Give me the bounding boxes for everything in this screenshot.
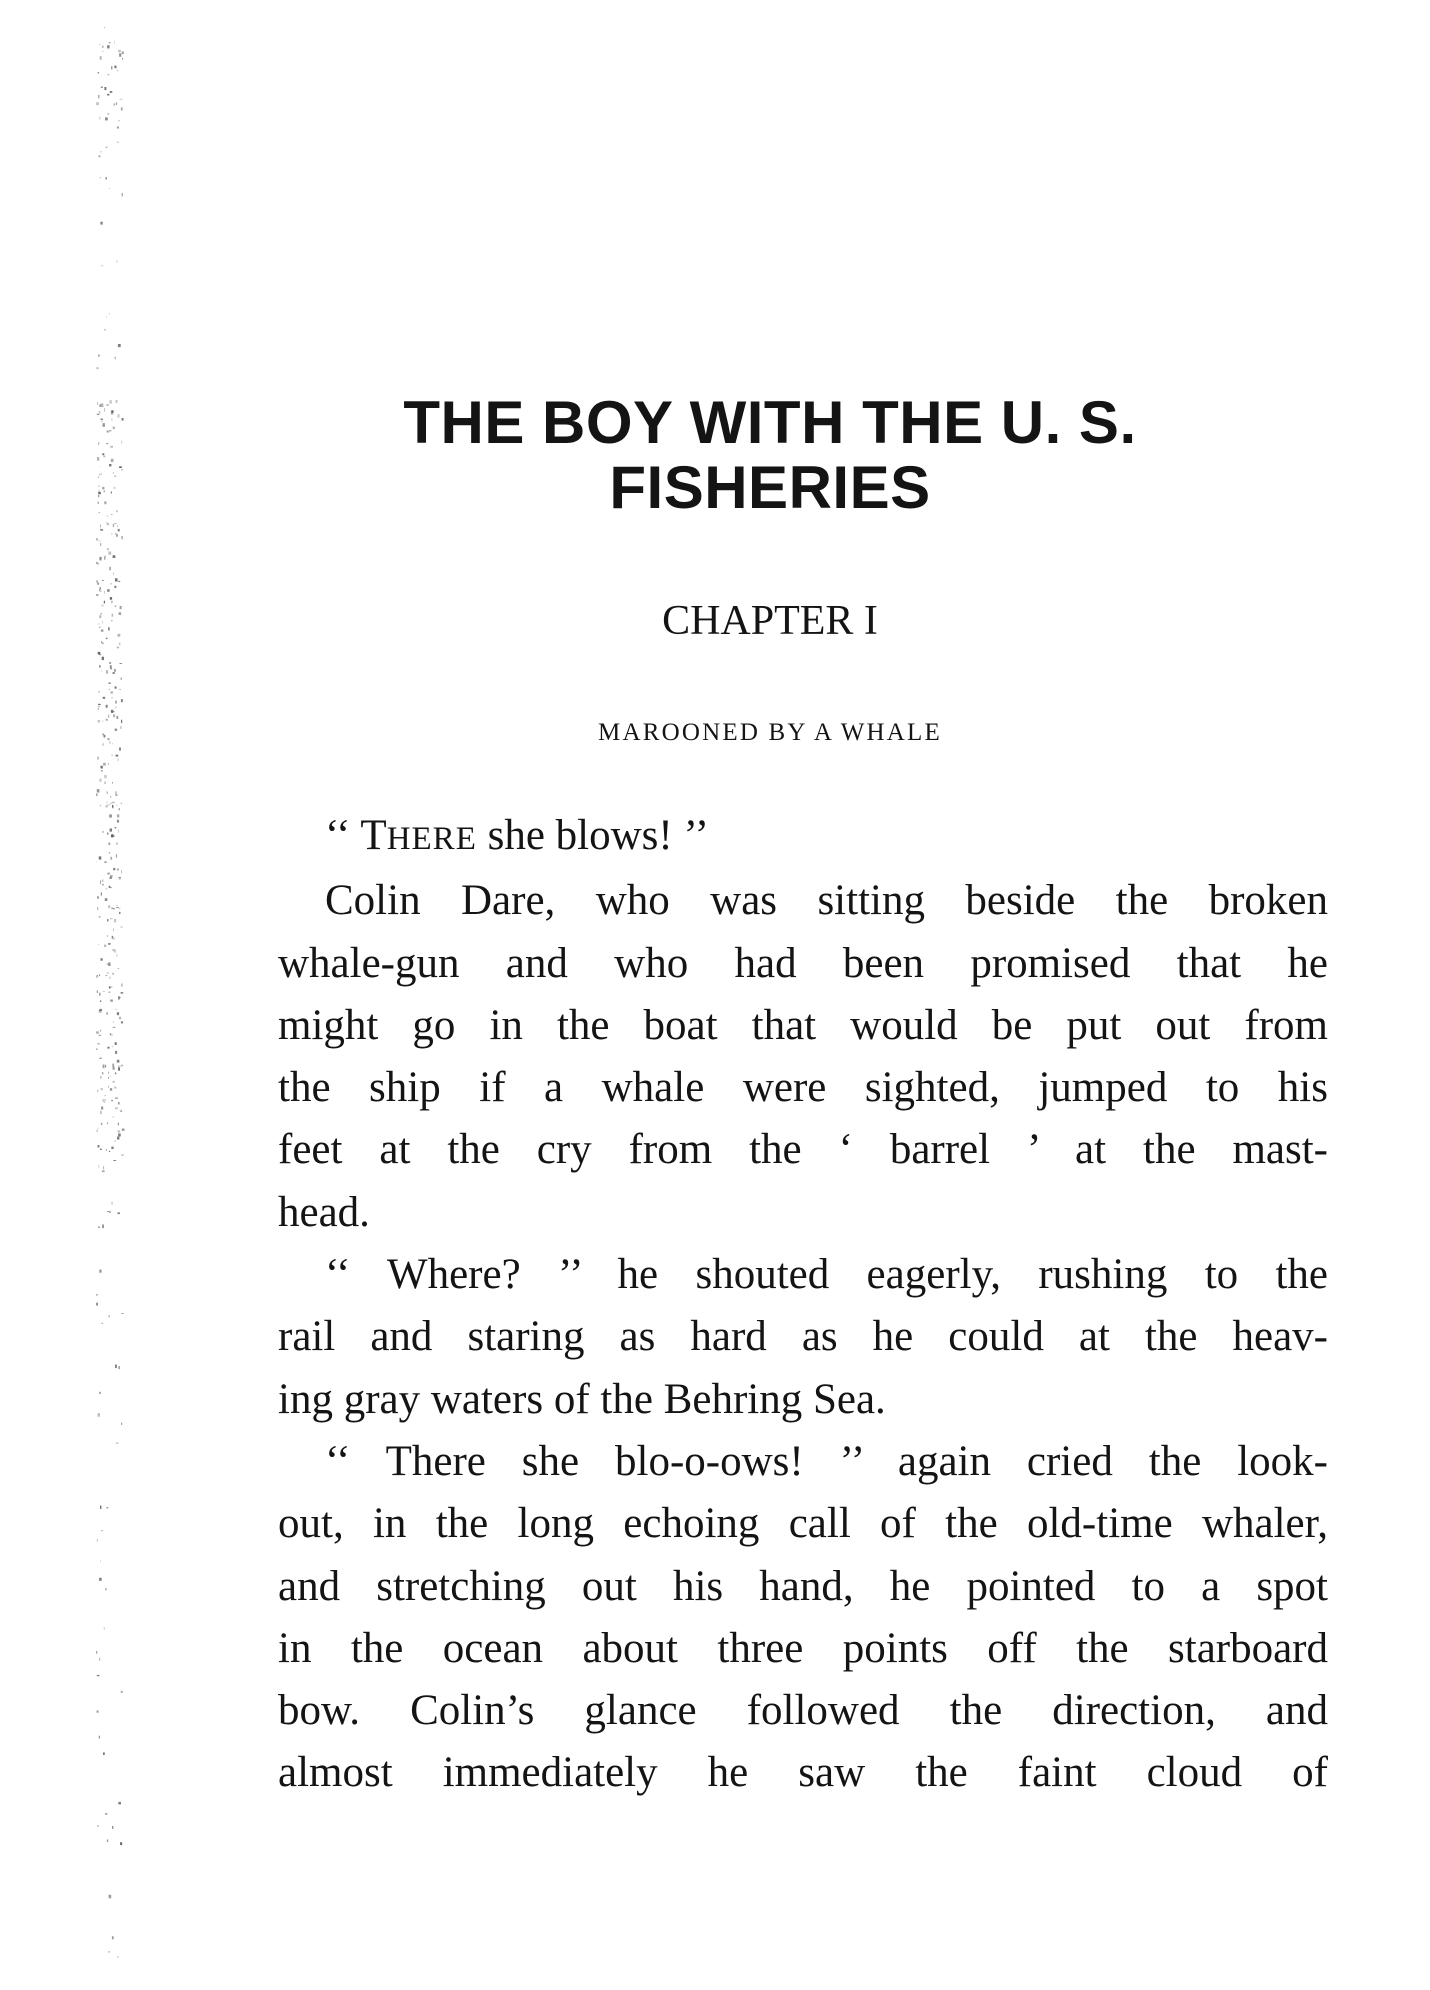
text-line: whale-gun and who had been promised that he [278, 939, 1328, 987]
book-title-line-2: FISHERIES [609, 454, 931, 521]
chapter-heading: CHAPTER I [662, 598, 878, 644]
text-line [278, 805, 1328, 870]
text-line: head. [278, 1188, 370, 1236]
line-rest: she blows! ’’ [476, 812, 709, 859]
text-line: out, in the long echoing call of the old-time whaler, [278, 1500, 1328, 1548]
drop-quote: ‘‘ T [325, 812, 387, 859]
text-line: the ship if a whale were sighted, jumped to his [278, 1064, 1328, 1112]
text-line: feet at the cry from the ‘ barrel ’ at the mast- [278, 1126, 1328, 1174]
book-title-line-1: THE BOY WITH THE U. S. [403, 389, 1137, 456]
book-title [270, 390, 1270, 520]
text-line: Colin Dare, who was sitting beside the broken [325, 877, 1328, 925]
smallcaps-word: HERE [386, 821, 477, 857]
text-line: ‘‘ Where? ’’ he shouted eagerly, rushing to the [325, 1251, 1328, 1299]
text-line: and stretching out his hand, he pointed to a spot [278, 1562, 1328, 1610]
text-line: almost immediately he saw the faint cloud of [278, 1749, 1328, 1797]
text-line: rail and staring as hard as he could at the heav- [278, 1313, 1328, 1361]
text-line: ‘‘ There she blo-o-ows! ’’ again cried the look- [325, 1437, 1328, 1485]
text-line: in the ocean about three points off the starboard [278, 1624, 1328, 1672]
text-line: might go in the boat that would be put out from [278, 1001, 1328, 1049]
chapter-body [278, 805, 1328, 1805]
chapter-subtitle: MAROONED BY A WHALE [598, 719, 942, 746]
binding-edge-speckle [96, 18, 126, 1968]
text-line: ing gray waters of the Behring Sea. [278, 1375, 886, 1423]
text-line: bow. Colin’s glance followed the direction, and [278, 1687, 1328, 1735]
